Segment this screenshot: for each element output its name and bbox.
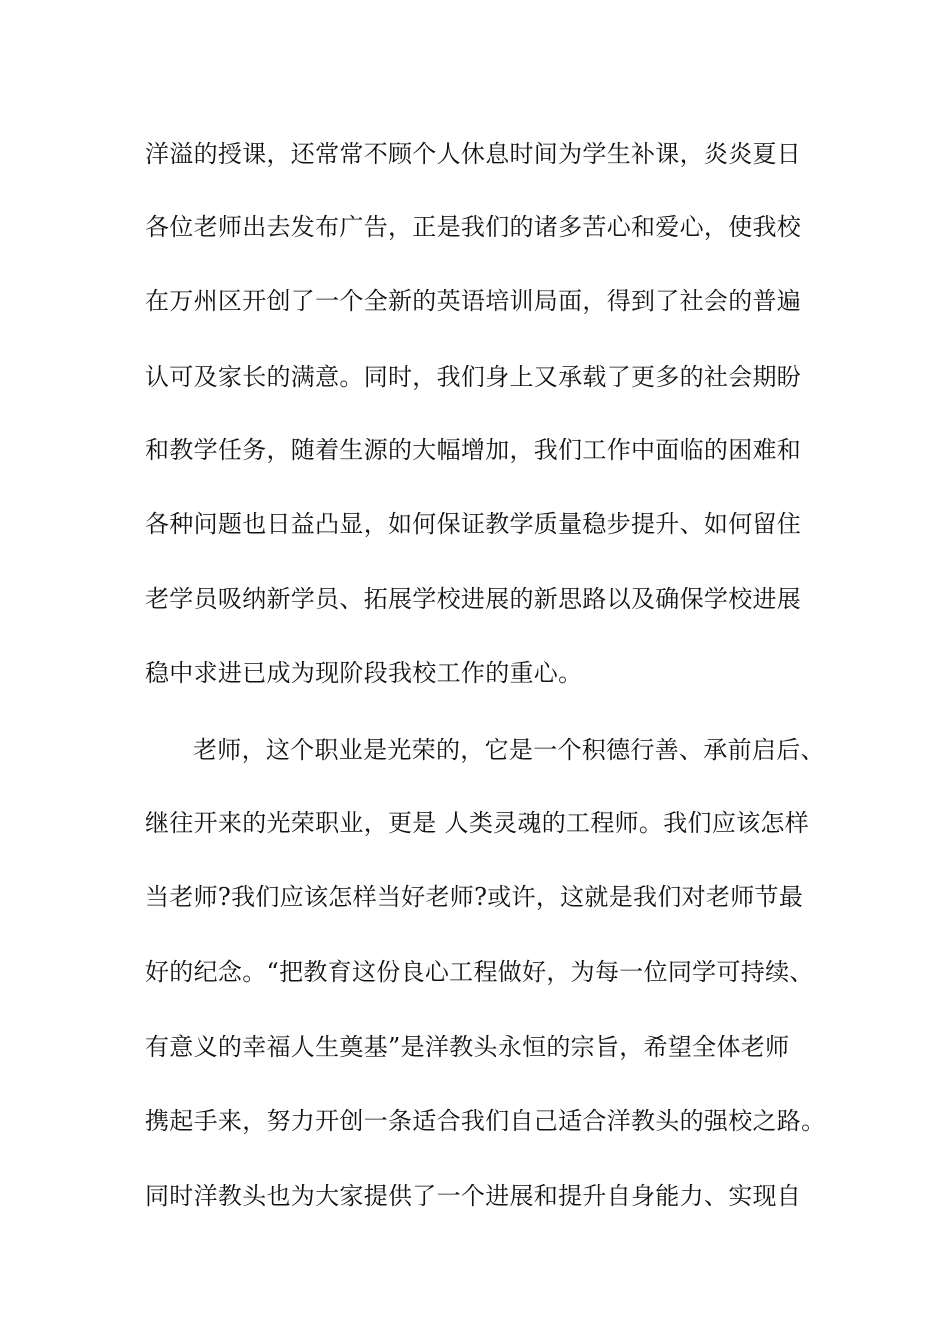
text-line: 携起手来，努力开创一条适合我们自己适合洋教头的强校之路。 (145, 1107, 826, 1135)
text-line: 和教学任务，随着生源的大幅增加，我们工作中面临的困难和 (145, 436, 802, 464)
text-line: 各位老师出去发布广告，正是我们的诸多苦心和爱心，使我校 (145, 213, 802, 241)
text-line: 稳中求进已成为现阶段我校工作的重心。 (145, 659, 583, 687)
text-line-paragraph-start: 老师，这个职业是光荣的，它是一个积德行善、承前启后、 (193, 736, 825, 764)
text-line: 有意义的幸福人生奠基”是洋教头永恒的宗旨，希望全体老师 (145, 1033, 790, 1061)
text-line: 在万州区开创了一个全新的英语培训局面，得到了社会的普遍 (145, 287, 802, 315)
text-line: 洋溢的授课，还常常不顾个人休息时间为学生补课，炎炎夏日 (145, 140, 802, 168)
text-line: 老学员吸纳新学员、拓展学校进展的新思路以及确保学校进展 (145, 585, 802, 613)
text-line: 各种问题也日益凸显，如何保证教学质量稳步提升、如何留住 (145, 510, 802, 538)
text-line: 当老师?我们应该怎样当好老师?或许，这就是我们对老师节最 (145, 883, 804, 911)
text-line: 认可及家长的满意。同时，我们身上又承载了更多的社会期盼 (145, 363, 802, 391)
text-line: 同时洋教头也为大家提供了一个进展和提升自身能力、实现自 (145, 1182, 802, 1210)
text-line: 好的纪念。“把教育这份良心工程做好，为每一位同学可持续、 (145, 958, 814, 986)
text-line: 继往开来的光荣职业，更是 人类灵魂的工程师。我们应该怎样 (145, 809, 810, 837)
